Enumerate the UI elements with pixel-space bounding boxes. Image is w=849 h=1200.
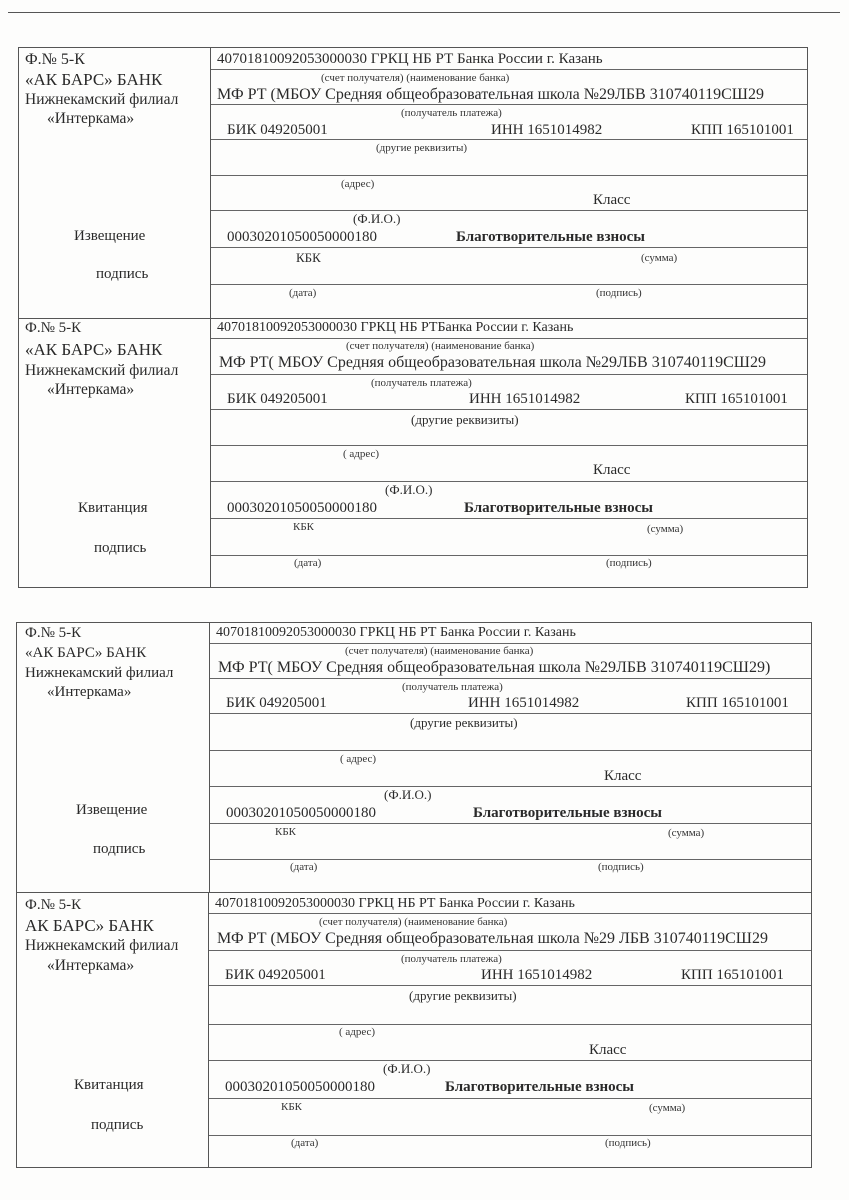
bank-name: «АК БАРС» БАНК bbox=[25, 340, 163, 359]
recipient-caption: (получатель платежа) bbox=[371, 377, 472, 389]
account-line: 40701810092053000030 ГРКЦ НБ РТБанка России г. Казань bbox=[217, 320, 574, 335]
kbk-value: 00030201050050000180 bbox=[226, 805, 376, 821]
address-caption: (адрес) bbox=[341, 178, 375, 190]
sum-caption: (сумма) bbox=[649, 1102, 686, 1114]
other-details-caption: (другие реквизиты) bbox=[409, 988, 517, 1003]
inn-value: ИНН 1651014982 bbox=[469, 391, 581, 407]
kbk-caption: КБК bbox=[281, 1101, 302, 1113]
branch-name: Нижнекамский филиал bbox=[25, 362, 179, 379]
payment-purpose: Благотворительные взносы bbox=[456, 229, 646, 245]
notice-slip bbox=[18, 47, 808, 319]
fio-caption: (Ф.И.О.) bbox=[384, 787, 432, 802]
payment-details bbox=[211, 319, 807, 587]
date-caption: (дата) bbox=[294, 557, 322, 569]
recipient-caption: (получатель платежа) bbox=[401, 953, 502, 965]
form-number: Ф.№ 5-К bbox=[25, 625, 82, 641]
receipt-slip bbox=[16, 892, 812, 1168]
bank-info-column bbox=[17, 893, 209, 1167]
payment-sheet-1 bbox=[18, 47, 808, 588]
class-label: Класс bbox=[593, 192, 631, 208]
kpp-value: КПП 165101001 bbox=[685, 391, 788, 407]
fio-caption: (Ф.И.О.) bbox=[353, 211, 401, 226]
kbk-value: 00030201050050000180 bbox=[225, 1079, 375, 1095]
other-details-caption: (другие реквизиты) bbox=[411, 412, 519, 427]
date-caption: (дата) bbox=[290, 861, 318, 873]
date-caption: (дата) bbox=[291, 1137, 319, 1149]
kbk-caption: КБК bbox=[275, 826, 296, 838]
payment-purpose: Благотворительные взносы bbox=[473, 805, 663, 821]
form-number: Ф.№ 5-К bbox=[25, 51, 85, 68]
recipient-name: МФ РТ( МБОУ Средняя общеобразовательная школа №29ЛБВ 310740119СШ29) bbox=[218, 659, 771, 676]
date-caption: (дата) bbox=[289, 287, 317, 299]
inn-value: ИНН 1651014982 bbox=[481, 967, 593, 983]
payment-details bbox=[209, 893, 811, 1167]
account-caption: (счет получателя) (наименование банка) bbox=[319, 916, 508, 928]
kpp-value: КПП 165101001 bbox=[681, 967, 784, 983]
fio-caption: (Ф.И.О.) bbox=[383, 1061, 431, 1076]
top-rule bbox=[8, 12, 840, 13]
bank-info-column bbox=[19, 48, 211, 318]
address-caption: ( адрес) bbox=[340, 753, 377, 765]
payment-details bbox=[211, 48, 807, 318]
account-caption: (счет получателя) (наименование банка) bbox=[345, 645, 534, 657]
sign-caption: (подпись) bbox=[596, 287, 642, 299]
bank-name: «АК БАРС» БАНК bbox=[25, 645, 147, 661]
recipient-name: МФ РТ (МБОУ Средняя общеобразовательная школа №29ЛБВ 310740119СШ29 bbox=[217, 86, 764, 103]
bank-name: АК БАРС» БАНК bbox=[25, 916, 154, 935]
address-caption: ( адрес) bbox=[339, 1026, 376, 1038]
sign-caption: (подпись) bbox=[606, 557, 652, 569]
kbk-value: 00030201050050000180 bbox=[227, 500, 377, 516]
kbk-value: 00030201050050000180 bbox=[227, 229, 377, 245]
address-caption: ( адрес) bbox=[343, 448, 380, 460]
payment-details bbox=[210, 623, 811, 892]
bik-value: БИК 049205001 bbox=[225, 967, 326, 983]
recipient-caption: (получатель платежа) bbox=[401, 107, 502, 119]
slip-type-label: Квитанция bbox=[78, 500, 148, 516]
payment-sheet-2 bbox=[16, 622, 812, 1168]
bik-value: БИК 049205001 bbox=[227, 122, 328, 138]
bank-info-column bbox=[17, 623, 210, 892]
branch-label: «Интеркама» bbox=[47, 684, 132, 700]
payment-purpose: Благотворительные взносы bbox=[464, 500, 654, 516]
branch-label: «Интеркама» bbox=[47, 110, 135, 127]
account-line: 40701810092053000030 ГРКЦ НБ РТ Банка России г. Казань bbox=[215, 896, 575, 911]
inn-value: ИНН 1651014982 bbox=[468, 695, 580, 711]
recipient-name: МФ РТ( МБОУ Средняя общеобразовательная школа №29ЛБВ 310740119СШ29 bbox=[219, 354, 766, 371]
branch-name: Нижнекамский филиал bbox=[25, 665, 174, 681]
kbk-caption: КБК bbox=[296, 250, 321, 265]
branch-name: Нижнекамский филиал bbox=[25, 91, 179, 108]
account-line: 40701810092053000030 ГРКЦ НБ РТ Банка России г. Казань bbox=[217, 51, 603, 67]
fio-caption: (Ф.И.О.) bbox=[385, 482, 433, 497]
class-label: Класс bbox=[604, 768, 642, 784]
branch-label: «Интеркама» bbox=[47, 381, 135, 398]
bik-value: БИК 049205001 bbox=[227, 391, 328, 407]
inn-value: ИНН 1651014982 bbox=[491, 122, 603, 138]
bik-value: БИК 049205001 bbox=[226, 695, 327, 711]
sum-caption: (сумма) bbox=[641, 252, 678, 264]
slip-type-label: Квитанция bbox=[74, 1077, 144, 1093]
signature-label: подпись bbox=[91, 1117, 144, 1133]
kbk-caption: КБК bbox=[293, 521, 314, 533]
notice-slip bbox=[16, 622, 812, 893]
account-caption: (счет получателя) (наименование банка) bbox=[346, 340, 535, 352]
kpp-value: КПП 165101001 bbox=[686, 695, 789, 711]
sum-caption: (сумма) bbox=[647, 523, 684, 535]
slip-type-label: Извещение bbox=[76, 802, 148, 818]
account-caption: (счет получателя) (наименование банка) bbox=[321, 72, 510, 84]
class-label: Класс bbox=[589, 1042, 627, 1058]
payment-purpose: Благотворительные взносы bbox=[445, 1079, 635, 1095]
sign-caption: (подпись) bbox=[605, 1137, 651, 1149]
signature-label: подпись bbox=[93, 841, 146, 857]
account-line: 40701810092053000030 ГРКЦ НБ РТ Банка России г. Казань bbox=[216, 625, 576, 640]
sign-caption: (подпись) bbox=[598, 861, 644, 873]
class-label: Класс bbox=[593, 462, 631, 478]
bank-name: «АК БАРС» БАНК bbox=[25, 70, 163, 89]
sum-caption: (сумма) bbox=[668, 827, 705, 839]
signature-label: подпись bbox=[94, 540, 147, 556]
kpp-value: КПП 165101001 bbox=[691, 122, 794, 138]
other-details-caption: (другие реквизиты) bbox=[410, 715, 518, 730]
form-number: Ф.№ 5-К bbox=[25, 897, 82, 913]
recipient-name: МФ РТ (МБОУ Средняя общеобразовательная школа №29 ЛБВ 310740119СШ29 bbox=[217, 930, 768, 947]
slip-type-label: Извещение bbox=[74, 228, 146, 244]
form-number: Ф.№ 5-К bbox=[25, 320, 82, 336]
branch-label: «Интеркама» bbox=[47, 957, 135, 974]
other-details-caption: (другие реквизиты) bbox=[376, 142, 468, 154]
bank-info-column bbox=[19, 319, 211, 587]
receipt-slip bbox=[18, 318, 808, 588]
recipient-caption: (получатель платежа) bbox=[402, 681, 503, 693]
branch-name: Нижнекамский филиал bbox=[25, 937, 179, 954]
signature-label: подпись bbox=[96, 266, 149, 282]
